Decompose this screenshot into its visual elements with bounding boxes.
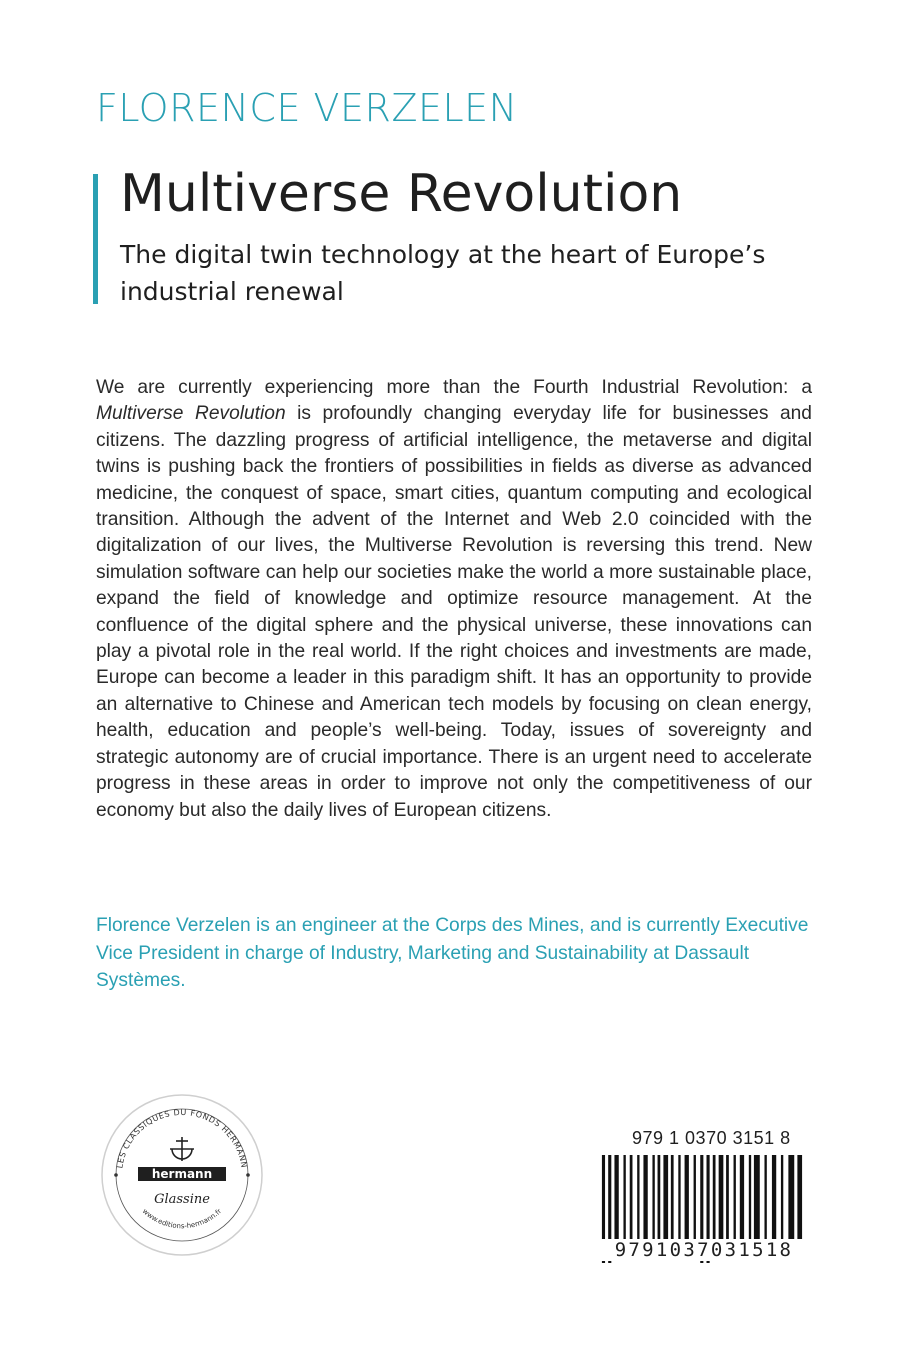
- author-bio: Florence Verzelen is an engineer at the Corps des Mines, and is currently Executive Vice President in charge of Industry, Marketing and Sustainability at Dassault Systèmes.: [96, 915, 809, 991]
- blurb-paragraph: [96, 375, 812, 824]
- barcode-bar: [671, 1155, 674, 1239]
- publisher-seal: [100, 1093, 264, 1257]
- barcode-bar: [713, 1155, 716, 1239]
- barcode-bar: [772, 1155, 776, 1239]
- barcode-bar: [754, 1155, 760, 1239]
- barcode-bar: [652, 1155, 654, 1239]
- barcode-bar: [678, 1155, 680, 1239]
- barcode-bar: [734, 1155, 736, 1239]
- author-name: FLORENCE VERZELEN: [96, 86, 518, 130]
- blurb-text-rest: is profoundly changing everyday life for businesses and citizens. The dazzling progress of artificial intelligence, the metaverse and digital twins is pushing back the frontiers of possibilities in fields as diverse as advanced medicine, the conquest of space, smart cities, quantum computing and ecological transition. Although the advent of the Internet and Web 2.0 coincided with the digitalization of our lives, the Multiverse Revolution is reversing this trend. New simulation software can help our societies make the world a more sustainable place, expand the field of knowledge and optimize resource management. At the confluence of the digital sphere and the physical universe, these innovations can play a pivotal role in the real world. If the right choices and investments are made, Europe can become a leader in this paradigm shift. It has an opportunity to provide an alternative to Chinese and American tech models by focusing on clean energy, health, education and people’s well-being. Today, issues of sovereignty and strategic autonomy are of crucial importance. There is an urgent need to accelerate progress in these areas in order to improve not only the competitiveness of our economy but also the daily lives of European citizens.: [96, 403, 812, 821]
- barcode-bar: [614, 1155, 618, 1239]
- seal-logo-text: hermann: [151, 1167, 213, 1181]
- isbn-label-bottom: 9791037031518: [598, 1239, 810, 1261]
- barcode-bar: [764, 1155, 766, 1239]
- barcode-bar: [788, 1155, 794, 1239]
- barcode-bar: [749, 1155, 751, 1239]
- barcode-bar: [781, 1155, 783, 1239]
- barcode-bar: [637, 1155, 639, 1239]
- book-title: Multiverse Revolution: [120, 164, 683, 224]
- barcode-bar: [740, 1155, 744, 1239]
- barcode-bar: [726, 1155, 729, 1239]
- isbn-label-top: 979 1 0370 3151 8: [632, 1128, 791, 1148]
- barcode-bar: [663, 1155, 668, 1239]
- barcode-bar: [685, 1155, 689, 1239]
- title-accent-bar: [93, 174, 98, 304]
- barcode-bar: [719, 1155, 724, 1239]
- barcode-bar: [658, 1155, 661, 1239]
- barcode-bar: [797, 1155, 802, 1239]
- barcode-bar: [643, 1155, 647, 1239]
- blurb-text-start: We are currently experiencing more than the Fourth Industrial Revolution: a: [96, 377, 812, 398]
- barcode-bar: [623, 1155, 625, 1239]
- barcode-bar: [630, 1155, 633, 1239]
- barcode-bar: [694, 1155, 696, 1239]
- seal-url-text: www.editions-hermann.fr: [140, 1207, 224, 1231]
- seal-collection-text: Glassine: [154, 1192, 210, 1207]
- seal-ring-text: LES CLASSIQUES DU FONDS HERMANN: [115, 1107, 249, 1169]
- blurb-italic-term: Multiverse Revolution: [96, 403, 286, 425]
- book-subtitle: The digital twin technology at the heart of Europe’s industrial renewal: [120, 240, 766, 306]
